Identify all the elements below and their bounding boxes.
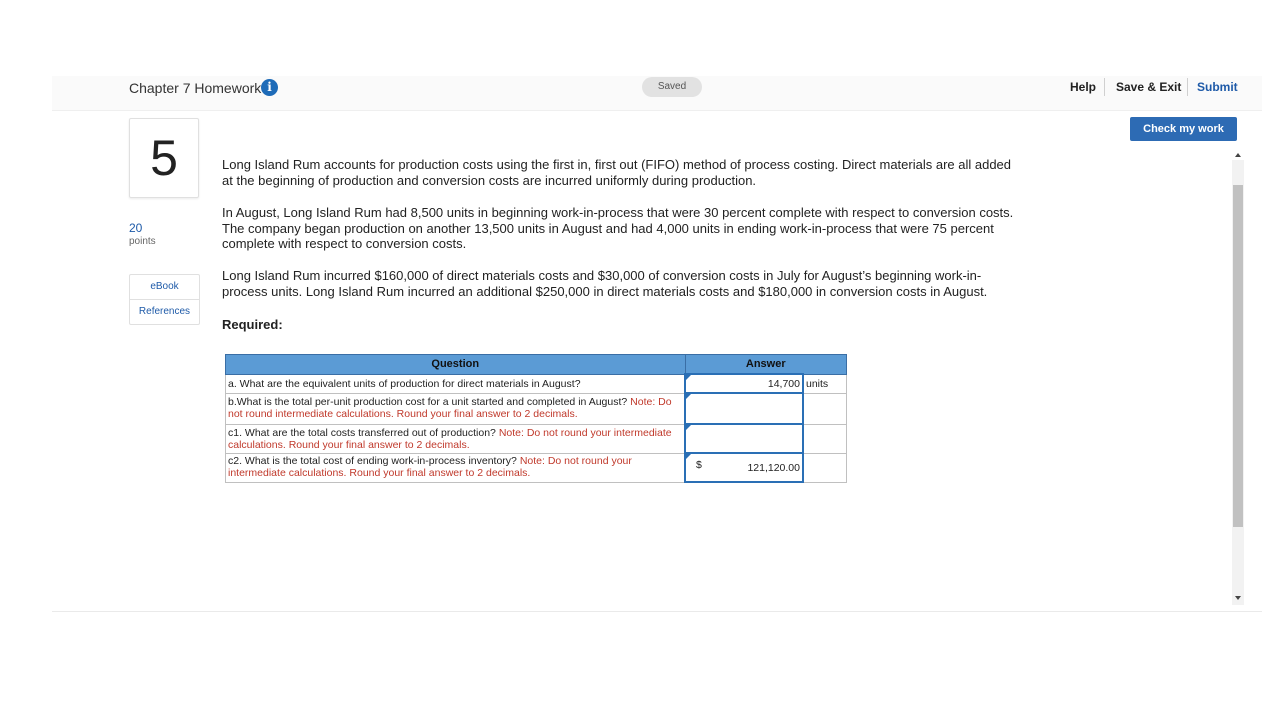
save-exit-link[interactable]: Save & Exit: [1116, 80, 1182, 94]
question-number: 5: [129, 118, 199, 198]
answer-input[interactable]: [685, 453, 803, 482]
unit-label: [803, 393, 847, 424]
divider: [1187, 78, 1188, 96]
question-cell: [226, 393, 686, 424]
flag-icon: [686, 454, 691, 459]
answer-value: 121,120.00: [747, 461, 800, 474]
problem-paragraph-3: Long Island Rum incurred $160,000 of direct materials costs and $30,000 of conversion costs in July for August’s beginning work-in-process units. Long Island Rum incurred an additional $250,000 in direct materials costs and $180,000 in conversion costs in August.: [222, 268, 988, 299]
problem-paragraph-1: Long Island Rum accounts for production costs using the first in, first out (FIFO) method of process costing. Direct materials are all added at the beginning of production and conversion costs are incurred uniformly during production.: [222, 157, 1012, 188]
required-heading: Required:: [222, 317, 283, 332]
unit-label: [803, 453, 847, 482]
scrollbar-thumb[interactable]: [1233, 185, 1243, 527]
table-header-row: [226, 355, 847, 375]
answer-column-header: Answer: [685, 355, 847, 375]
info-icon[interactable]: i: [261, 79, 278, 96]
flag-icon: [686, 425, 691, 430]
answer-value: 14,700: [767, 377, 800, 390]
unit-label: units: [803, 374, 847, 393]
question-text: a. What are the equivalent units of production for direct materials in August?: [228, 377, 581, 390]
flag-icon: [686, 394, 691, 399]
question-cell: [226, 374, 686, 393]
question-note: Note: Do not round your intermediate calculations. Round your final answer to 2 decimals.: [228, 426, 672, 451]
answer-input[interactable]: [685, 424, 803, 453]
help-link[interactable]: Help: [1070, 80, 1097, 94]
flag-icon: [686, 375, 691, 380]
answer-input[interactable]: [685, 393, 803, 424]
question-text: b.What is the total per-unit production cost for a unit started and completed in August?: [228, 395, 628, 408]
ebook-link[interactable]: eBook: [150, 281, 179, 292]
problem-paragraph-2: In August, Long Island Rum had 8,500 units in beginning work-in-process that were 30 percent complete with respect to conversion costs. The company began production on another 13,500 units in August and had 4,000 units in ending work-in-process that were 75 percent complete with respect to conversion costs.: [222, 205, 1014, 251]
answer-input[interactable]: [685, 374, 803, 393]
question-note: Note: Do not round intermediate calculations. Round your final answer to 2 decimals.: [228, 395, 672, 420]
points-value: 20: [129, 221, 143, 235]
saved-status-badge: Saved: [642, 77, 702, 97]
question-text: c1. What are the total costs transferred out of production?: [228, 426, 496, 439]
scroll-down-icon[interactable]: [1235, 596, 1241, 600]
points-label: points: [129, 236, 156, 247]
check-my-work-button[interactable]: Check my work: [1130, 117, 1237, 141]
table-row: [226, 374, 847, 393]
question-table: [225, 354, 847, 483]
references-link[interactable]: References: [130, 299, 199, 324]
scroll-up-icon[interactable]: [1235, 153, 1241, 157]
submit-link[interactable]: Submit: [1197, 80, 1238, 94]
assignment-title: Chapter 7 Homework: [129, 80, 262, 96]
question-cell: [226, 424, 686, 453]
table-row: [226, 453, 847, 482]
question-cell: [226, 453, 686, 482]
bottom-divider: [52, 611, 1262, 612]
divider: [1104, 78, 1105, 96]
dollar-prefix: $: [696, 459, 702, 471]
table-row: [226, 424, 847, 453]
resource-links: [129, 274, 200, 325]
question-note: Note: Do not round your intermediate calculations. Round your final answer to 2 decimals.: [228, 454, 632, 479]
table-row: [226, 393, 847, 424]
question-text: c2. What is the total cost of ending work-in-process inventory?: [228, 454, 517, 467]
question-column-header: Question: [226, 355, 686, 375]
unit-label: [803, 424, 847, 453]
